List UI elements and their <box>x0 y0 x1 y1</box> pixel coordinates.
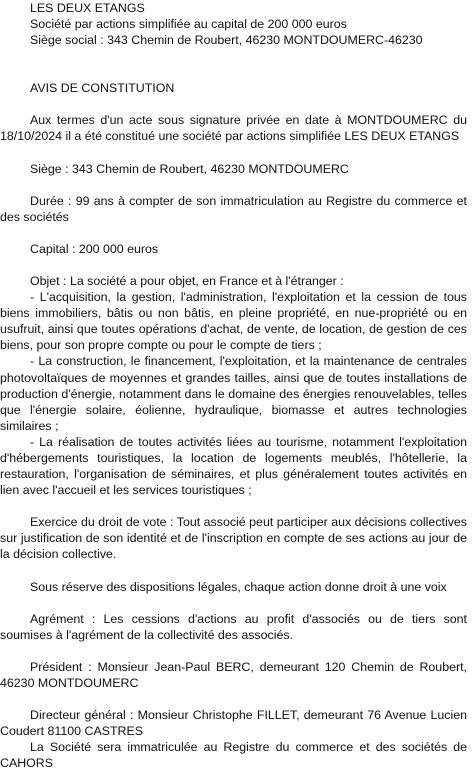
vote-right-paragraph: Sous réserve des dispositions légales, chaque action donne droit à une voix <box>30 579 447 594</box>
object-intro: Objet : La société a pour objet, en France et à l'étranger : <box>30 273 344 288</box>
object-item: - La réalisation de toutes activités liées au tourisme, notamment l'exploitation d'hébergements touristiques, la location de logements meublés, l'hôtellerie, la restauration, l'organisation de séminaires, et plus généralement toutes activités en lien avec l'accueil et les services touristiques ; <box>0 434 467 498</box>
registration-paragraph: La Société sera immatriculée au Registre du commerce et des sociétés de CAHORS <box>0 740 467 771</box>
director-paragraph: Directeur général : Monsieur Christophe FILLET, demeurant 76 Avenue Lucien Coudert 81100 CASTRES <box>0 708 467 739</box>
voting-paragraph: Exercice du droit de vote : Tout associé peut participer aux décisions collectives sur justification de son identité et de l'inscription en compte de ses actions au jour de la décision collective. <box>0 515 467 562</box>
notice-title: AVIS DE CONSTITUTION <box>30 81 175 96</box>
seat-paragraph: Siège : 343 Chemin de Roubert, 46230 MONTDOUMERC <box>30 161 349 176</box>
company-legal-form: Société par actions simplifiée au capital de 200 000 euros <box>30 17 347 32</box>
approval-paragraph: Agrément : Les cessions d'actions au profit d'associés ou de tiers sont soumises à l'agrément de la collectivité des associés. <box>0 611 467 642</box>
company-registered-office: Siège social : 343 Chemin de Roubert, 46230 MONTDOUMERC-46230 <box>30 33 423 48</box>
president-paragraph: Président : Monsieur Jean-Paul BERC, demeurant 120 Chemin de Roubert, 46230 MONTDOUMERC <box>0 659 467 690</box>
duration-paragraph: Durée : 99 ans à compter de son immatriculation au Registre du commerce et des sociétés <box>0 193 467 224</box>
object-item: - La construction, le financement, l'exploitation, et la maintenance de centrales photovoltaïques de moyennes et grandes tailles, ainsi que de toutes installations de production d'énergie, notamment dans le domaine des énergies renouvelables, telles que l'énergie solaire, éolienne, hydraulique, biomasse et autres technologies similaires ; <box>0 354 467 433</box>
object-item: - L'acquisition, la gestion, l'administration, l'exploitation et la cession de tous biens immobiliers, bâtis ou non bâtis, en pleine propriété, en nue-propriété ou en usufruit, ainsi que toutes opérations d'achat, de vente, de location, de gestion de ces biens, pour son propre compte ou pour le compte de tiers ; <box>0 290 467 353</box>
deed-paragraph: Aux termes d'un acte sous signature privée en date à MONTDOUMERC du 18/10/2024 il a été constitué une société par actions simplifiée LES DEUX ETANGS <box>0 113 467 144</box>
capital-paragraph: Capital : 200 000 euros <box>30 241 159 256</box>
company-name: LES DEUX ETANGS <box>30 1 145 15</box>
